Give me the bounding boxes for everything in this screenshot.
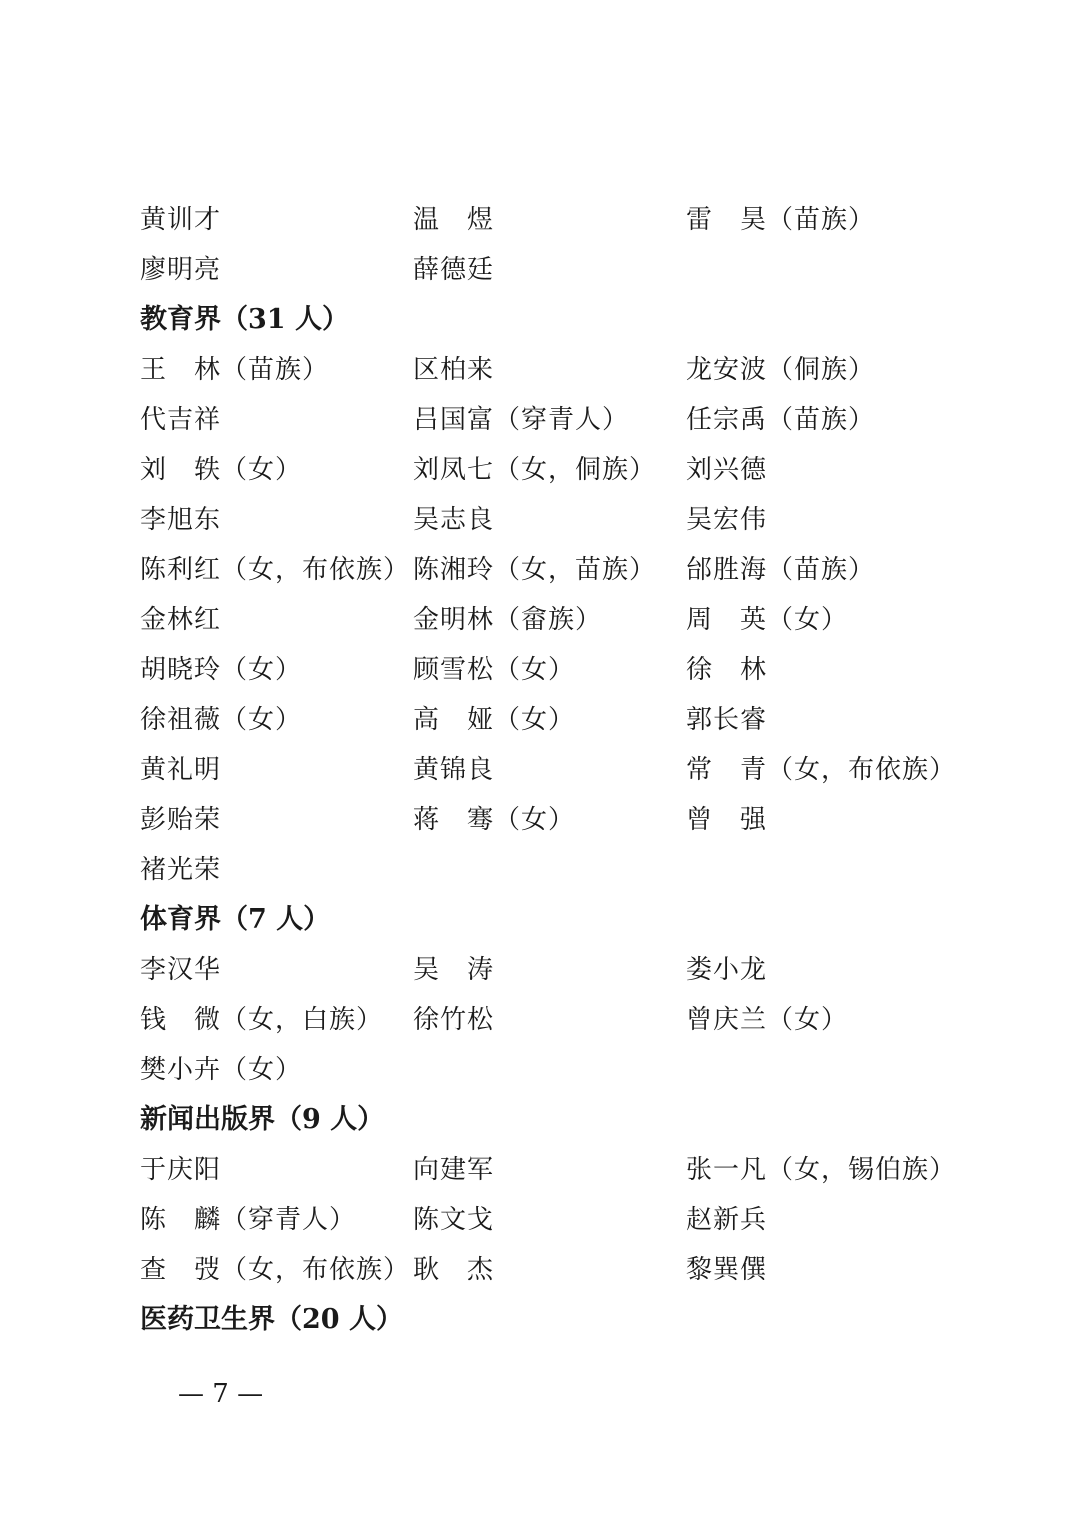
section-heading: 教育界（31 人） [140, 304, 349, 335]
member-name: 刘凤七（女，侗族） [413, 455, 657, 485]
name-row [0, 645, 1080, 695]
member-name: 李汉华 [140, 955, 222, 985]
member-name: 查 弢（女，布依族） [140, 1255, 411, 1285]
name-row [0, 1195, 1080, 1245]
name-row [0, 695, 1080, 745]
name-row [0, 595, 1080, 645]
name-row [0, 945, 1080, 995]
member-name: 徐竹松 [413, 1005, 495, 1035]
section-heading-row [0, 895, 1080, 945]
member-name: 向建军 [413, 1155, 495, 1185]
member-name: 廖明亮 [140, 255, 222, 285]
member-name: 黄锦良 [413, 755, 495, 785]
name-row [0, 1145, 1080, 1195]
member-list [0, 195, 1080, 1345]
member-name: 顾雪松（女） [413, 655, 576, 685]
member-name: 龙安波（侗族） [686, 355, 876, 385]
section-heading-row [0, 295, 1080, 345]
member-name: 娄小龙 [686, 955, 768, 985]
name-row [0, 345, 1080, 395]
name-row [0, 1045, 1080, 1095]
member-name: 蒋 骞（女） [413, 805, 576, 835]
member-name: 李旭东 [140, 505, 222, 535]
name-row [0, 745, 1080, 795]
member-name: 钱 微（女，白族） [140, 1005, 384, 1035]
member-name: 赵新兵 [686, 1205, 768, 1235]
member-name: 耿 杰 [413, 1255, 495, 1285]
member-name: 雷 昊（苗族） [686, 205, 876, 235]
member-name: 曾 强 [686, 805, 768, 835]
name-row [0, 1245, 1080, 1295]
section-heading-row [0, 1095, 1080, 1145]
member-name: 樊小卉（女） [140, 1055, 303, 1085]
member-name: 吴宏伟 [686, 505, 768, 535]
name-row [0, 995, 1080, 1045]
member-name: 区柏来 [413, 355, 495, 385]
name-row [0, 195, 1080, 245]
name-row [0, 795, 1080, 845]
member-name: 陈湘玲（女，苗族） [413, 555, 657, 585]
member-name: 张一凡（女，锡伯族） [686, 1155, 957, 1185]
section-heading: 医药卫生界（20 人） [140, 1304, 403, 1335]
member-name: 曾庆兰（女） [686, 1005, 849, 1035]
member-name: 徐祖薇（女） [140, 705, 303, 735]
member-name: 彭贻荣 [140, 805, 222, 835]
name-row [0, 845, 1080, 895]
member-name: 邰胜海（苗族） [686, 555, 876, 585]
member-name: 郭长睿 [686, 705, 768, 735]
name-row [0, 545, 1080, 595]
member-name: 黎巽僎 [686, 1255, 768, 1285]
section-heading: 体育界（7 人） [140, 904, 331, 935]
member-name: 黄礼明 [140, 755, 222, 785]
member-name: 常 青（女，布依族） [686, 755, 957, 785]
member-name: 徐 林 [686, 655, 768, 685]
name-row [0, 395, 1080, 445]
member-name: 代吉祥 [140, 405, 222, 435]
member-name: 金明林（畲族） [413, 605, 603, 635]
member-name: 金林红 [140, 605, 222, 635]
member-name: 吴志良 [413, 505, 495, 535]
member-name: 黄训才 [140, 205, 222, 235]
member-name: 胡晓玲（女） [140, 655, 303, 685]
member-name: 高 娅（女） [413, 705, 576, 735]
member-name: 任宗禹（苗族） [686, 405, 876, 435]
member-name: 王 林（苗族） [140, 355, 330, 385]
member-name: 周 英（女） [686, 605, 849, 635]
member-name: 褚光荣 [140, 855, 222, 885]
name-row [0, 445, 1080, 495]
member-name: 吕国富（穿青人） [413, 405, 630, 435]
member-name: 刘兴德 [686, 455, 768, 485]
member-name: 薛德廷 [413, 255, 495, 285]
member-name: 陈文戈 [413, 1205, 495, 1235]
section-heading-row [0, 1295, 1080, 1345]
member-name: 温 煜 [413, 205, 495, 235]
member-name: 刘 轶（女） [140, 455, 303, 485]
page-number: — 7 — [178, 1379, 264, 1409]
name-row [0, 495, 1080, 545]
name-row [0, 245, 1080, 295]
member-name: 于庆阳 [140, 1155, 222, 1185]
section-heading: 新闻出版界（9 人） [140, 1104, 385, 1135]
member-name: 陈利红（女，布依族） [140, 555, 411, 585]
member-name: 陈 麟（穿青人） [140, 1205, 357, 1235]
member-name: 吴 涛 [413, 955, 495, 985]
